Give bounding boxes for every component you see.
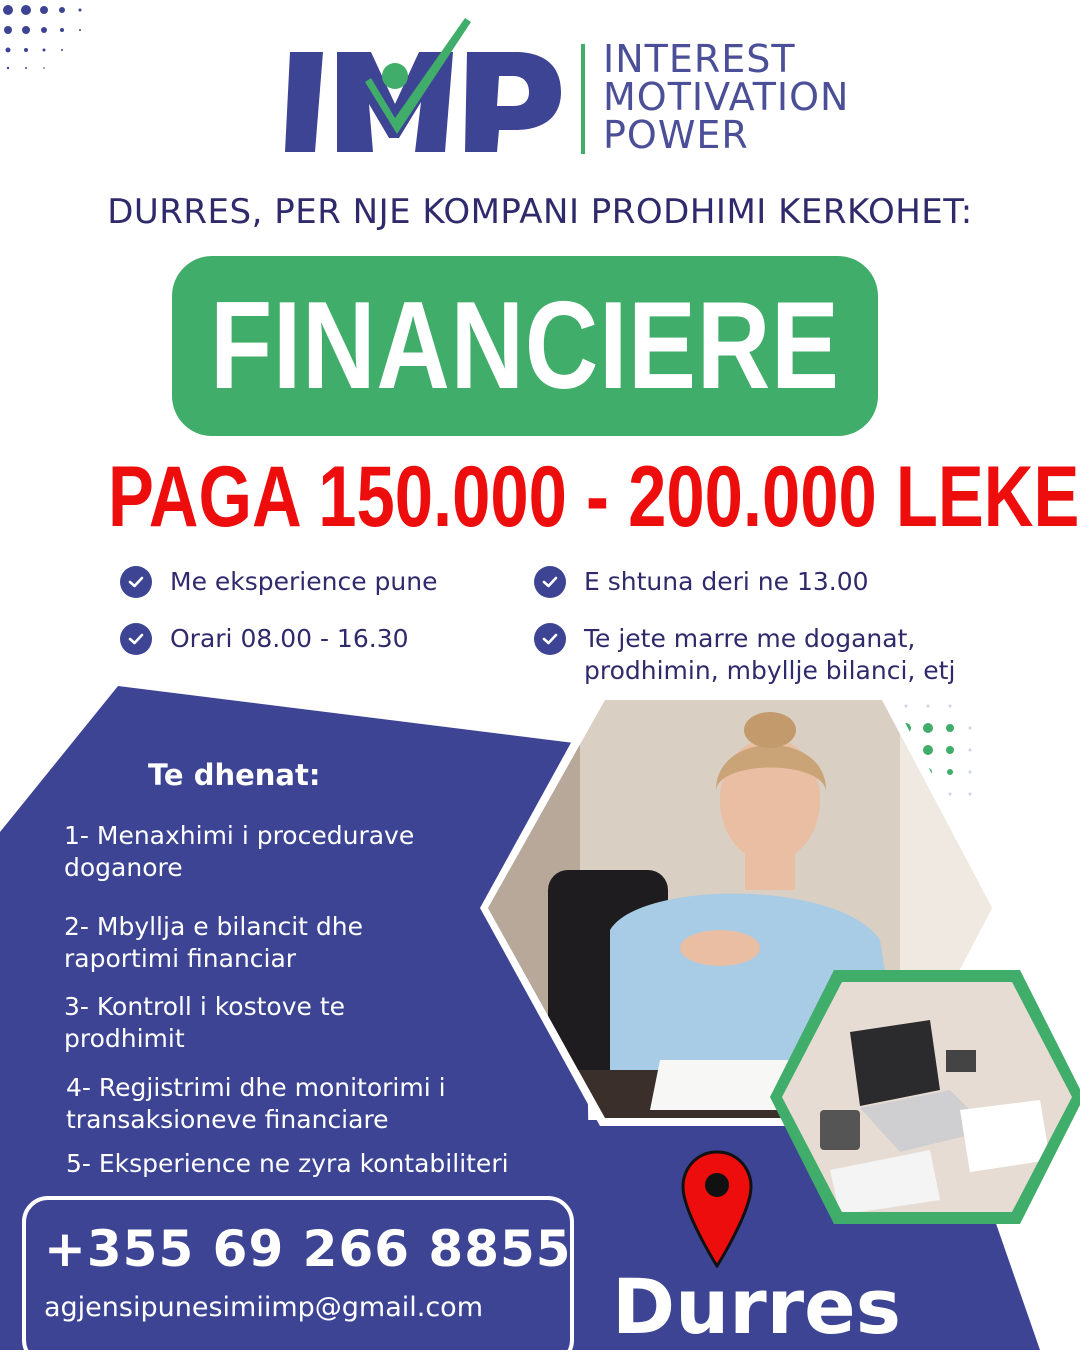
details-item: 3- Kontroll i kostove te prodhimit [64, 992, 346, 1053]
details-item: 2- Mbyllja e bilancit dhe raportimi financiar [64, 912, 363, 973]
details-item: 4- Regjistrimi dhe monitorimi i transaksioneve financiare [66, 1073, 446, 1134]
headline: DURRES, PER NJE KOMPANI PRODHIMI KERKOHET: [107, 192, 973, 232]
tagline-line-1: INTEREST [603, 37, 796, 81]
email-address[interactable]: agjensipunesimiimp@gmail.com [44, 1292, 484, 1323]
details-item: 1- Menaxhimi i procedurave doganore [64, 821, 415, 882]
details-item: 5- Eksperience ne zyra kontabiliteri [66, 1149, 509, 1178]
job-title: FINANCIERE [210, 277, 840, 415]
salary: PAGA 150.000 - 200.000 LEKE [108, 449, 1080, 545]
requirement-text: Orari 08.00 - 16.30 [170, 624, 409, 653]
phone-number[interactable]: +355 69 266 8855 [44, 1220, 572, 1278]
requirement-text: E shtuna deri ne 13.00 [584, 567, 869, 596]
tagline-line-2: MOTIVATION [603, 75, 850, 119]
map-pin-icon [680, 1150, 754, 1268]
requirement-text: Te jete marre me doganat, prodhimin, mbyllje bilanci, etj [584, 624, 956, 685]
details-heading: Te dhenat: [148, 758, 321, 792]
location-city: Durres [612, 1262, 901, 1351]
requirement-text: Me eksperience pune [170, 567, 438, 596]
tagline-line-3: POWER [603, 113, 749, 157]
